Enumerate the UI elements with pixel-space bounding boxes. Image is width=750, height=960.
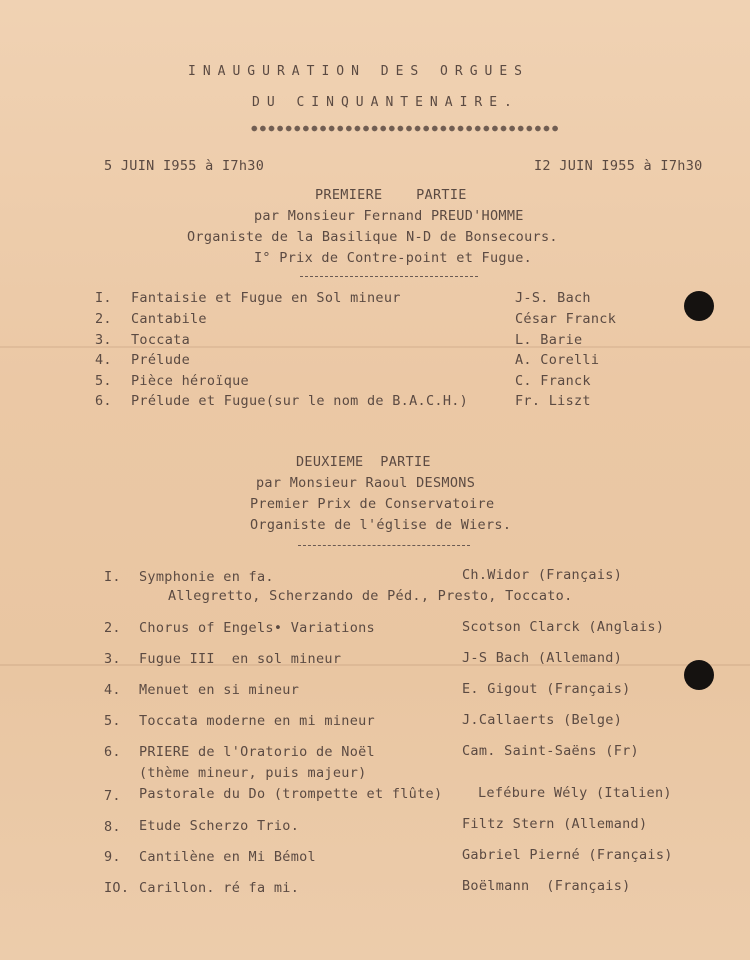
item-title: PRIERE de l'Oratorio de Noël (139, 744, 375, 760)
item-number: 6. (95, 393, 112, 409)
item-number: 5. (95, 373, 112, 389)
item-number: 2. (95, 311, 112, 327)
item-composer: César Franck (515, 311, 617, 327)
item-composer: Scotson Clarck (Anglais) (462, 619, 665, 635)
item-composer: J.Callaerts (Belge) (462, 712, 623, 728)
punch-hole (684, 660, 714, 690)
part2-prize: Premier Prix de Conservatoire (250, 496, 495, 512)
item-composer: Cam. Saint-Saëns (Fr) (462, 743, 639, 759)
item-number: IO. (104, 880, 130, 896)
item-number: 2. (104, 620, 121, 636)
item-composer: Filtz Stern (Allemand) (462, 816, 648, 832)
item-composer: E. Gigout (Français) (462, 681, 631, 697)
item-number: 6. (104, 744, 121, 760)
title-line-1: INAUGURATION DES ORGUES (188, 64, 530, 79)
item-composer: J-S. Bach (515, 290, 591, 306)
part2-performer: par Monsieur Raoul DESMONS (256, 475, 476, 491)
item-title: Toccata (131, 332, 190, 348)
item-composer: J-S Bach (Allemand) (462, 650, 623, 666)
item-composer: Gabriel Pierné (Français) (462, 847, 673, 863)
item-title: Fugue III en sol mineur (139, 651, 342, 667)
item-title: Carillon. ré fa mi. (139, 880, 300, 896)
item-composer: Fr. Liszt (515, 393, 591, 409)
punch-hole (684, 291, 714, 321)
date-right: I2 JUIN I955 à I7h30 (534, 158, 703, 174)
item-number: 5. (104, 713, 121, 729)
part1-performer: par Monsieur Fernand PREUD'HOMME (254, 208, 524, 224)
item-number: 4. (95, 352, 112, 368)
item-title: Toccata moderne en mi mineur (139, 713, 375, 729)
item-number: 9. (104, 849, 121, 865)
part1-role: Organiste de la Basilique N-D de Bonsecours. (187, 229, 558, 245)
divider (298, 545, 470, 546)
item-composer: C. Franck (515, 373, 591, 389)
item-number: 3. (95, 332, 112, 348)
part2-heading: DEUXIEME PARTIE (296, 454, 431, 470)
item-detail: (thème mineur, puis majeur) (139, 765, 367, 781)
item-number: 4. (104, 682, 121, 698)
item-title: Pastorale du Do (trompette et flûte) (139, 786, 443, 802)
title-line-2: DU CINQUANTENAIRE. (252, 95, 519, 110)
item-composer: A. Corelli (515, 352, 600, 368)
item-title: Fantaisie et Fugue en Sol mineur (131, 290, 401, 306)
item-title: Prélude (131, 352, 190, 368)
item-composer: Lefébure Wély (Italien) (478, 785, 672, 801)
item-title: Prélude et Fugue(sur le nom de B.A.C.H.) (131, 393, 469, 409)
item-title: Cantabile (131, 311, 207, 327)
item-composer: Ch.Widor (Français) (462, 567, 623, 583)
part1-prize: I° Prix de Contre-point et Fugue. (254, 250, 533, 266)
item-composer: L. Barie (515, 332, 583, 348)
item-number: 8. (104, 819, 121, 835)
date-left: 5 JUIN I955 à I7h30 (104, 158, 265, 174)
fold-line (0, 346, 750, 348)
divider (300, 276, 478, 277)
item-number: I. (95, 290, 112, 306)
item-title: Etude Scherzo Trio. (139, 818, 300, 834)
item-number: I. (104, 569, 121, 585)
item-number: 7. (104, 788, 121, 804)
part2-role: Organiste de l'église de Wiers. (250, 517, 512, 533)
part1-heading: PREMIERE PARTIE (315, 187, 467, 203)
item-title: Cantilène en Mi Bémol (139, 849, 316, 865)
item-number: 3. (104, 651, 121, 667)
item-title: Chorus of Engels• Variations (139, 620, 375, 636)
ornament-divider (250, 124, 560, 134)
item-title: Symphonie en fa. (139, 569, 274, 585)
item-composer: Boëlmann (Français) (462, 878, 631, 894)
item-title: Pièce héroïque (131, 373, 249, 389)
item-detail: Allegretto, Scherzando de Péd., Presto, Toccato. (168, 588, 573, 604)
item-title: Menuet en si mineur (139, 682, 300, 698)
